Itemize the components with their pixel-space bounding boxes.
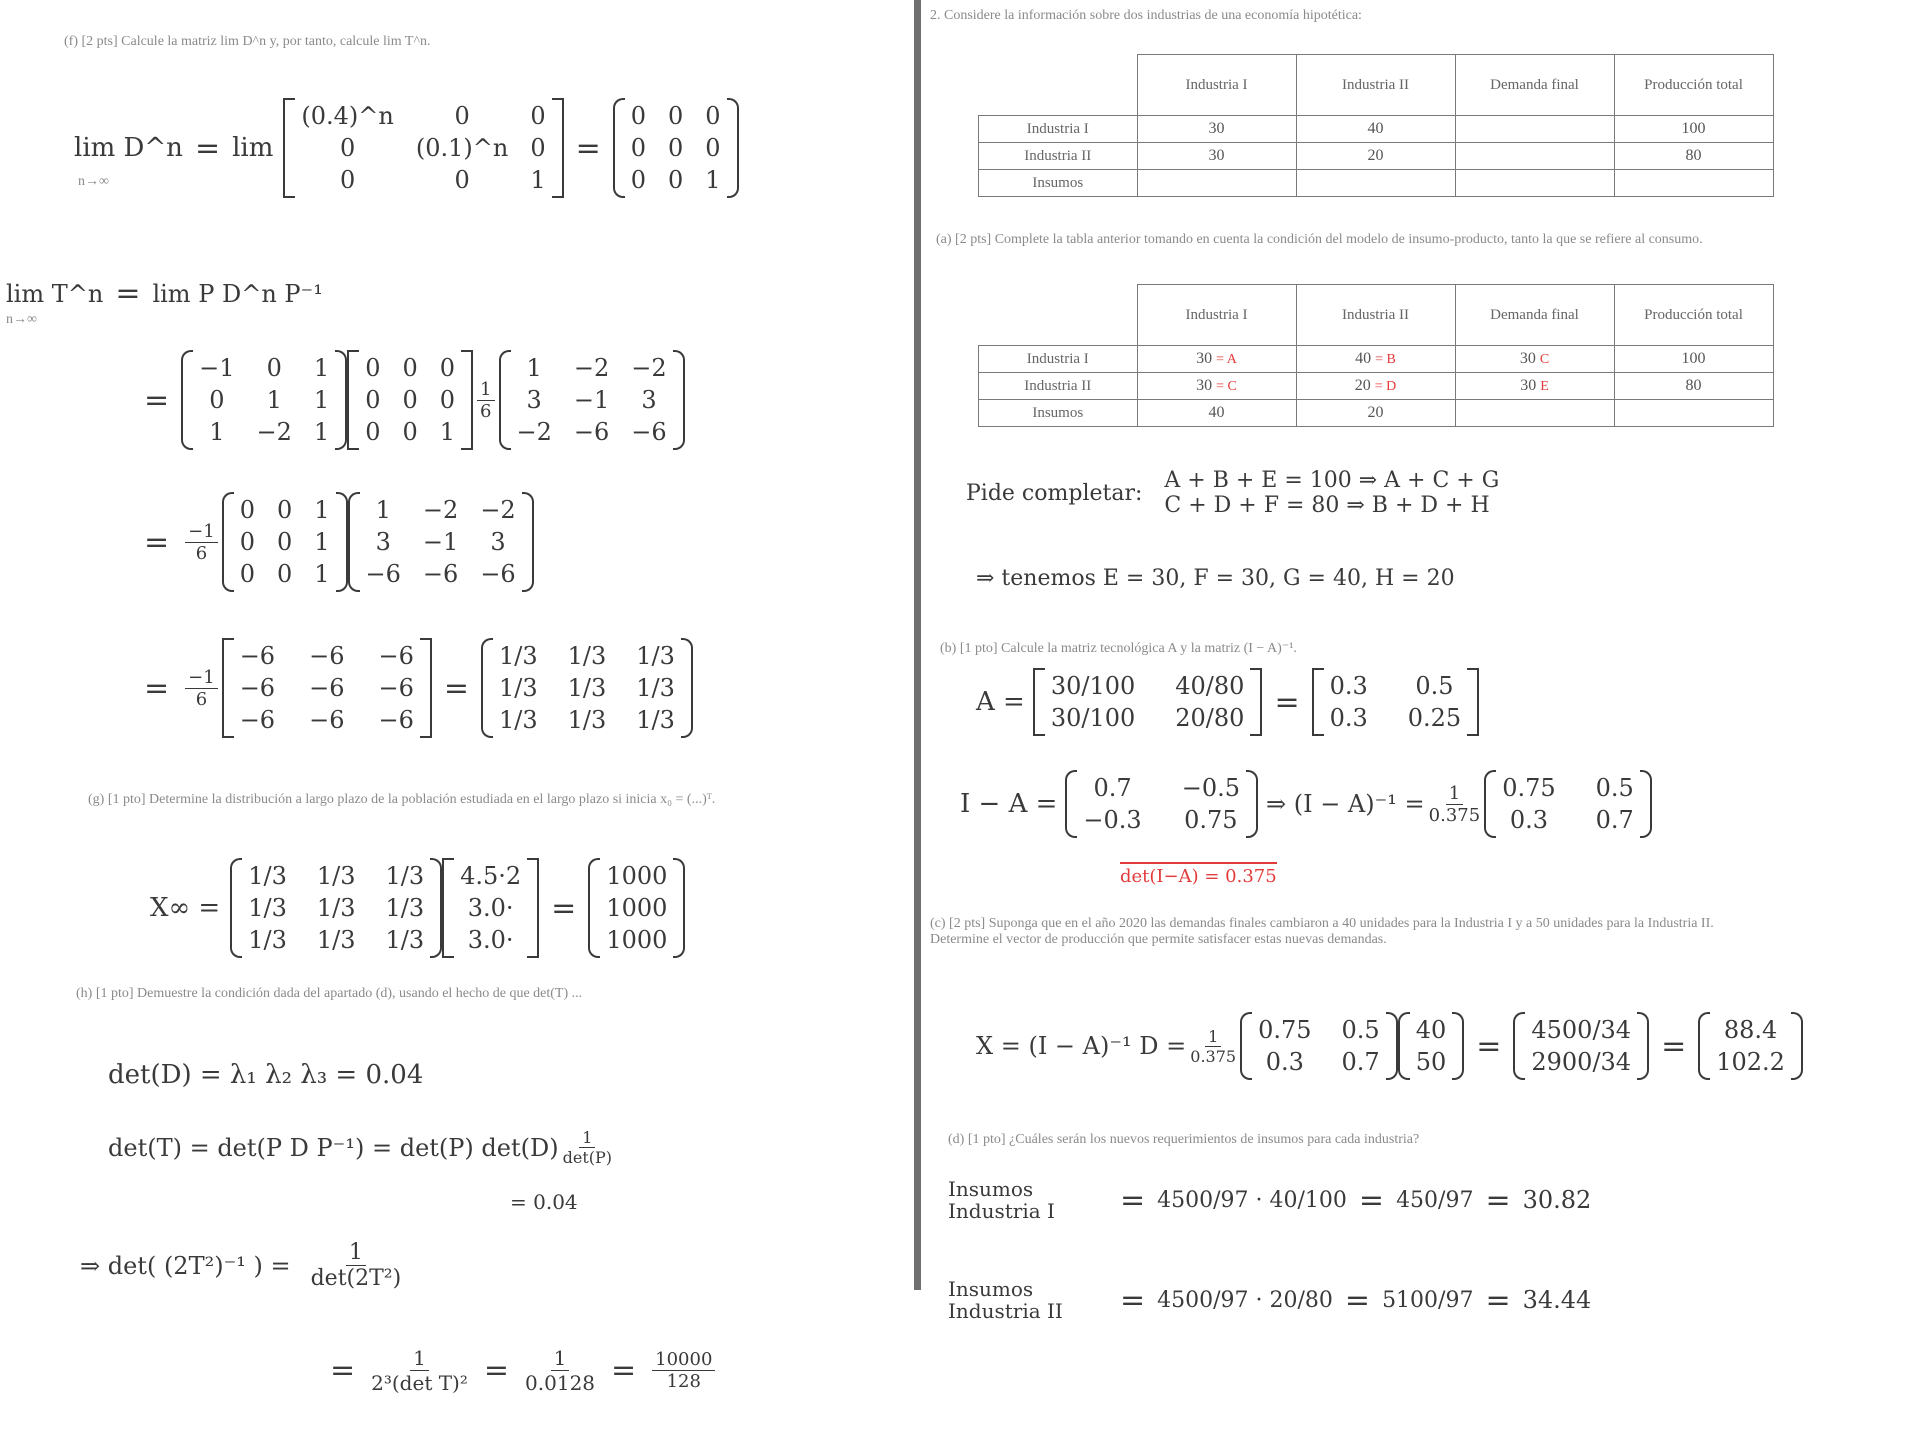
table-cell: 20 = D [1296, 373, 1455, 400]
matrix-entry: 0.75 [1502, 774, 1556, 802]
table-2 [978, 284, 1774, 427]
ia-lhs: I − A = [960, 789, 1058, 819]
matrix-entry: 50 [1415, 1048, 1447, 1076]
table-cell: 30 [1137, 116, 1296, 143]
table-row-label: Industria I [979, 346, 1138, 373]
p-inv-coef: $\frac{1}{6}$ [477, 379, 494, 422]
matrix-entry: −6 [573, 418, 610, 446]
matrix-entry: 4500/34 [1531, 1016, 1632, 1044]
table-header: Industria I [1137, 55, 1296, 116]
a-matrix-line: A = 30/100 40/80 30/100 20/80 = 0.3 0.5 0.3 0.25 [976, 668, 1479, 736]
step2-line: = −1 0 1 0 1 1 1 −2 1 0 0 0 0 0 0 0 0 1 $\frac{1}{6}$ 1 −2 −2 3 −1 3 −2 −6 −6 [132, 350, 685, 450]
table-cell [1614, 400, 1773, 427]
a-dec-matrix [1312, 668, 1480, 736]
matrix-entry: 1/3 [385, 894, 425, 922]
ins1-line: Insumos Industria I = 4500/97 · 40/100 = 450/97 = 30.82 [948, 1177, 1592, 1223]
matrix-entry: 40/80 [1175, 672, 1245, 700]
table-cell: 30 = A [1137, 346, 1296, 373]
matrix-entry: 0 [530, 134, 546, 162]
matrix-entry: 0.75 [1258, 1016, 1312, 1044]
eq-2: C + D + F = 80 ⇒ B + D + H [1164, 493, 1490, 518]
x-mid [1513, 1012, 1649, 1080]
matrix-entry: −2 [631, 354, 667, 382]
matrix-entry: 1/3 [499, 674, 538, 702]
d-limit-matrix [613, 98, 739, 198]
prompt-h: (h) [1 pto] Demuestre la condición dada del apartado (d), usando el hecho de que det(T) ... [76, 986, 583, 1001]
prompt-2: 2. Considere la información sobre dos industrias de una economía hipotética: [930, 8, 1362, 23]
lim-t-line: lim T^n = lim P D^n P⁻¹ [6, 276, 323, 311]
matrix-entry: 1000 [606, 862, 668, 890]
matrix-entry: 1/3 [499, 642, 538, 670]
det-t-frac: $\frac{1}{\det(P)}$ [562, 1128, 612, 1167]
table-row-label: Industria II [979, 373, 1138, 400]
table-cell: 80 [1614, 373, 1773, 400]
matrix-entry: 0.7 [1595, 806, 1634, 834]
table-cell: 20 [1296, 400, 1455, 427]
lim-d-lhs: lim D^n [74, 133, 183, 163]
matrix-entry: 0.3 [1329, 672, 1368, 700]
x-line: X = (I − A)⁻¹ D = $\frac{1}{0.375}$ 0.75 0.5 0.3 0.7 40 50 = 4500/34 2900/34 = 88.4 102.2 [976, 1012, 1803, 1080]
step3-coef: $\frac{-1}{6}$ [185, 521, 218, 564]
page-divider [914, 0, 921, 1290]
matrix-entry: 0 [668, 134, 684, 162]
matrix-entry: 1/3 [499, 706, 538, 734]
table-header: Demanda final [1455, 55, 1614, 116]
matrix-entry: 4.5·2 [460, 862, 522, 890]
matrix-entry: 3 [490, 528, 506, 556]
matrix-entry: 1/3 [636, 706, 675, 734]
table-cell: 100 [1614, 116, 1773, 143]
matrix-entry: −2 [256, 418, 292, 446]
ia-inv-coef: $\frac{1}{0.375}$ [1428, 782, 1481, 826]
matrix-entry: 0 [339, 166, 356, 194]
matrix-entry: 0.7 [1093, 774, 1132, 802]
matrix-entry: 0.75 [1184, 806, 1238, 834]
matrix-entry: 0 [439, 354, 456, 382]
table-header: Industria II [1296, 285, 1455, 346]
matrix-entry: 1/3 [385, 862, 425, 890]
matrix-entry: 0 [209, 386, 225, 414]
matrix-entry: 88.4 [1723, 1016, 1778, 1044]
x-inf-lhs: X∞ = [150, 893, 221, 923]
matrix-entry: 0 [454, 166, 470, 194]
table-cell: 40 [1296, 116, 1455, 143]
table-cell: 30 [1137, 143, 1296, 170]
table-header: Producción total [1614, 285, 1773, 346]
table-cell [1296, 170, 1455, 197]
matrix-entry: 1 [314, 496, 330, 524]
matrix-entry: 1000 [606, 894, 668, 922]
lim-t-sub: n→∞ [6, 312, 37, 327]
matrix-entry: 0.5 [1595, 774, 1634, 802]
matrix-entry: 2900/34 [1531, 1048, 1632, 1076]
matrix-entry: 30/100 [1050, 704, 1136, 732]
matrix-entry: 20/80 [1175, 704, 1245, 732]
matrix-entry: 0 [630, 134, 647, 162]
matrix-entry: −1 [199, 354, 235, 382]
matrix-entry: 1 [313, 418, 330, 446]
step4-left-matrix [222, 638, 432, 738]
matrix-entry: (0.1)^n [415, 134, 509, 162]
matrix-entry: −6 [239, 706, 276, 734]
eq-3: ⇒ tenemos E = 30, F = 30, G = 40, H = 20 [976, 566, 1455, 591]
matrix-entry: 40 [1415, 1016, 1447, 1044]
matrix-entry: −6 [239, 674, 276, 702]
matrix-entry: −1 [573, 386, 610, 414]
x-inf-vector [442, 858, 539, 958]
matrix-entry: 1 [375, 496, 391, 524]
lim-t-lhs: lim T^n [6, 279, 104, 308]
table-cell: 100 [1614, 346, 1773, 373]
ins2-label: Insumos Industria II [948, 1277, 1063, 1323]
p-matrix [181, 350, 347, 450]
d-limit-matrix-2 [347, 350, 473, 450]
det-note: det(I−A) = 0.375 [1120, 862, 1277, 887]
matrix-entry: 0 [668, 166, 684, 194]
step3-left-matrix [222, 492, 348, 592]
ins1-label: Insumos Industria I [948, 1177, 1055, 1223]
ins1-expr: 4500/97 · 40/100 [1157, 1187, 1347, 1213]
matrix-entry: 1 [266, 386, 282, 414]
final-frac-2: $\frac{1}{0.0128}$ [525, 1346, 596, 1395]
step3-line: = $\frac{-1}{6}$ 0 0 1 0 0 1 0 0 1 1 −2 −2 3 −1 3 −6 −6 −6 [132, 492, 534, 592]
matrix-entry: 1000 [606, 926, 668, 954]
matrix-entry: −6 [309, 642, 345, 670]
matrix-entry: 0 [705, 134, 721, 162]
matrix-entry: 3 [641, 386, 657, 414]
matrix-entry: 3.0· [467, 894, 514, 922]
table-cell: 30 = C [1137, 373, 1296, 400]
matrix-entry: 0 [630, 166, 647, 194]
matrix-entry: 1 [209, 418, 225, 446]
det-d: det(D) = λ₁ λ₂ λ₃ = 0.04 [108, 1060, 424, 1090]
matrix-entry: 1 [314, 528, 330, 556]
x-res [1698, 1012, 1803, 1080]
lim-d-line: lim D^n = lim (0.4)^n 0 0 0 (0.1)^n 0 0 0 1 = 0 0 0 0 0 0 0 0 1 [74, 98, 739, 198]
matrix-entry: 3.0· [467, 926, 514, 954]
matrix-entry: 1/3 [316, 862, 356, 890]
step4-line: = $\frac{-1}{6}$ −6 −6 −6 −6 −6 −6 −6 −6 −6 = 1/3 1/3 1/3 1/3 1/3 1/3 1/3 1/3 1/3 [132, 638, 693, 738]
matrix-entry: 0.3 [1265, 1048, 1304, 1076]
matrix-entry: 1 [526, 354, 542, 382]
matrix-entry: −2 [480, 496, 516, 524]
table-header: Industria I [1137, 285, 1296, 346]
ins2-mid: 5100/97 [1382, 1287, 1474, 1313]
table-cell [1455, 400, 1614, 427]
table-header: Producción total [1614, 55, 1773, 116]
table-cell: 30 C [1455, 346, 1614, 373]
x-coef: $\frac{1}{0.375}$ [1190, 1026, 1237, 1066]
matrix-entry: 0 [530, 102, 546, 130]
matrix-entry: 0 [266, 354, 282, 382]
matrix-entry: 0 [439, 386, 456, 414]
lim-d-mid: lim [232, 133, 274, 163]
x-inf-line: X∞ = 1/3 1/3 1/3 1/3 1/3 1/3 1/3 1/3 1/3 4.5·2 3.0· 3.0· = 1000 1000 1000 [150, 858, 685, 958]
matrix-entry: 30/100 [1050, 672, 1136, 700]
matrix-entry: −6 [480, 560, 516, 588]
matrix-entry: −6 [309, 706, 345, 734]
ia-line [960, 770, 1652, 838]
a-lhs: A = [976, 687, 1025, 717]
matrix-entry: 1 [530, 166, 546, 194]
matrix-entry: −0.5 [1181, 774, 1240, 802]
matrix-entry: 0 [402, 386, 418, 414]
table-row-label: Insumos [979, 170, 1138, 197]
matrix-entry: 0.25 [1407, 704, 1462, 732]
x-lhs: X = (I − A)⁻¹ D = [976, 1032, 1187, 1060]
det-t-val: = 0.04 [510, 1190, 578, 1214]
ia-inv-matrix [1484, 770, 1652, 838]
table-row-label: Insumos [979, 400, 1138, 427]
lim-t-rhs: lim P D^n P⁻¹ [152, 279, 323, 308]
matrix-entry: −6 [365, 560, 401, 588]
d-matrix [283, 98, 563, 198]
matrix-entry: 1/3 [636, 674, 675, 702]
table-cell: 20 [1296, 143, 1455, 170]
matrix-entry: 1/3 [385, 926, 425, 954]
eq-label: Pide completar: [966, 480, 1143, 506]
prompt-c-right: (c) [2 pts] Suponga que en el año 2020 las demandas finales cambiaron a 40 unidades para la Industria I y a 50 unidades para la Industria II. Determine el vector de producción que permite satisfacer estas nuevas demandas. [930, 916, 1714, 947]
matrix-entry: 1/3 [248, 862, 287, 890]
matrix-entry: −6 [378, 706, 414, 734]
matrix-entry: 0.3 [1329, 704, 1368, 732]
lim-d-sub: n→∞ [78, 174, 109, 189]
matrix-entry: 0.5 [1415, 672, 1454, 700]
det-inv-frac: $\frac{1}{\text{det(2T²)}}$ [310, 1240, 402, 1291]
matrix-entry: 0 [276, 528, 293, 556]
det-t: det(T) = det(P D P⁻¹) = det(P) det(D) [108, 1133, 559, 1162]
matrix-entry: 0 [239, 560, 255, 588]
matrix-entry: 1/3 [567, 674, 607, 702]
matrix-entry: 0.5 [1341, 1016, 1380, 1044]
matrix-entry: 0 [668, 102, 684, 130]
matrix-entry: −6 [239, 642, 276, 670]
table-row-label: Industria I [979, 116, 1138, 143]
matrix-entry: 1 [313, 386, 330, 414]
matrix-entry: −0.3 [1083, 806, 1142, 834]
matrix-entry: 1 [439, 418, 456, 446]
ia-inv-lhs: ⇒ (I − A)⁻¹ = [1265, 790, 1425, 818]
matrix-entry: 1/3 [248, 894, 287, 922]
matrix-entry: 1 [314, 560, 330, 588]
matrix-entry: 1/3 [248, 926, 287, 954]
table-cell: 40 = B [1296, 346, 1455, 373]
matrix-entry: 0.3 [1509, 806, 1548, 834]
matrix-entry: 3 [375, 528, 391, 556]
ins2-res: 34.44 [1522, 1286, 1592, 1314]
prompt-b-right: (b) [1 pto] Calcule la matriz tecnológica A y la matriz (I − A)⁻¹. [940, 641, 1297, 656]
det-inv-lhs: ⇒ det( (2T²)⁻¹ ) = [80, 1251, 291, 1280]
table-cell: 40 [1137, 400, 1296, 427]
table-cell [1455, 116, 1614, 143]
prompt-f: (f) [2 pts] Calcule la matriz lim D^n y, por tanto, calcule lim T^n. [64, 34, 431, 49]
prompt-d-right: (d) [1 pto] ¿Cuáles serán los nuevos requerimientos de insumos para cada industria? [948, 1132, 1420, 1147]
matrix-entry: −6 [631, 418, 667, 446]
matrix-entry: 0 [402, 354, 418, 382]
matrix-entry: 0 [339, 134, 356, 162]
table-cell: 80 [1614, 143, 1773, 170]
step4-result-matrix [481, 638, 693, 738]
ins2-line: Insumos Industria II = 4500/97 · 20/80 = 5100/97 = 34.44 [948, 1277, 1592, 1323]
step4-coef: $\frac{-1}{6}$ [185, 667, 218, 710]
final-frac-1: $\frac{1}{\text{2³(det T)²}}$ [371, 1346, 468, 1395]
matrix-entry: −2 [422, 496, 459, 524]
matrix-entry: 0 [239, 528, 255, 556]
matrix-entry: 0 [630, 102, 647, 130]
matrix-entry: 0 [276, 560, 293, 588]
final-frac-3: $\frac{10000}{128}$ [652, 1349, 715, 1392]
table-row-label: Industria II [979, 143, 1138, 170]
matrix-entry: 0 [705, 102, 721, 130]
a-frac-matrix [1033, 668, 1263, 736]
matrix-entry: 0 [365, 354, 381, 382]
ins1-res: 30.82 [1522, 1186, 1592, 1214]
prompt-a-right: (a) [2 pts] Complete la tabla anterior tomando en cuenta la condición del modelo de insumo-producto, tanto la que se refiere al consumo. [936, 232, 1703, 247]
matrix-entry: 1/3 [636, 642, 675, 670]
table-cell [1455, 170, 1614, 197]
matrix-entry: −6 [309, 674, 345, 702]
matrix-entry: 1 [313, 354, 330, 382]
matrix-entry: −2 [573, 354, 610, 382]
x-mat [1240, 1012, 1398, 1080]
matrix-entry: 0 [365, 418, 381, 446]
table-cell [1614, 170, 1773, 197]
det-t-line [108, 1128, 616, 1167]
matrix-entry: 0 [276, 496, 293, 524]
table-cell: 30 E [1455, 373, 1614, 400]
matrix-entry: 0 [402, 418, 418, 446]
matrix-entry: 1/3 [567, 706, 607, 734]
matrix-entry: −1 [422, 528, 459, 556]
eq-block [966, 468, 1499, 518]
table-cell [1137, 170, 1296, 197]
matrix-entry: 0 [239, 496, 255, 524]
matrix-entry: 3 [526, 386, 542, 414]
ins2-expr: 4500/97 · 20/80 [1157, 1287, 1333, 1313]
final-line: = $\frac{1}{\text{2³(det T)²}}$ = $\frac{1}{0.0128}$ = $\frac{10000}{128}$ [318, 1346, 719, 1395]
p-inv-matrix [499, 350, 685, 450]
x-inf-result [588, 858, 685, 958]
eq-1: A + B + E = 100 ⇒ A + C + G [1164, 468, 1500, 493]
matrix-entry: 102.2 [1716, 1048, 1785, 1076]
table-header: Industria II [1296, 55, 1455, 116]
matrix-entry: (0.4)^n [301, 102, 394, 130]
matrix-entry: −2 [516, 418, 552, 446]
matrix-entry: 0 [454, 102, 470, 130]
x-inf-matrix [230, 858, 442, 958]
x-vec [1398, 1012, 1465, 1080]
matrix-entry: −6 [378, 674, 414, 702]
ins1-mid: 450/97 [1396, 1187, 1474, 1213]
step3-right-matrix [348, 492, 534, 592]
table-1 [978, 54, 1774, 197]
ia-matrix [1065, 770, 1258, 838]
table-cell [1455, 143, 1614, 170]
matrix-entry: 1/3 [316, 926, 356, 954]
matrix-entry: 1/3 [316, 894, 356, 922]
matrix-entry: 1/3 [567, 642, 607, 670]
matrix-entry: −6 [378, 642, 414, 670]
matrix-entry: 0.7 [1341, 1048, 1380, 1076]
det-inv-line [80, 1240, 405, 1291]
table-header: Demanda final [1455, 285, 1614, 346]
matrix-entry: 0 [365, 386, 381, 414]
matrix-entry: −6 [422, 560, 459, 588]
matrix-entry: 1 [705, 166, 721, 194]
prompt-g: (g) [1 pto] Determine la distribución a largo plazo de la población estudiada en el largo plazo si inicia x₀ = (...)ᵀ. [88, 792, 716, 807]
